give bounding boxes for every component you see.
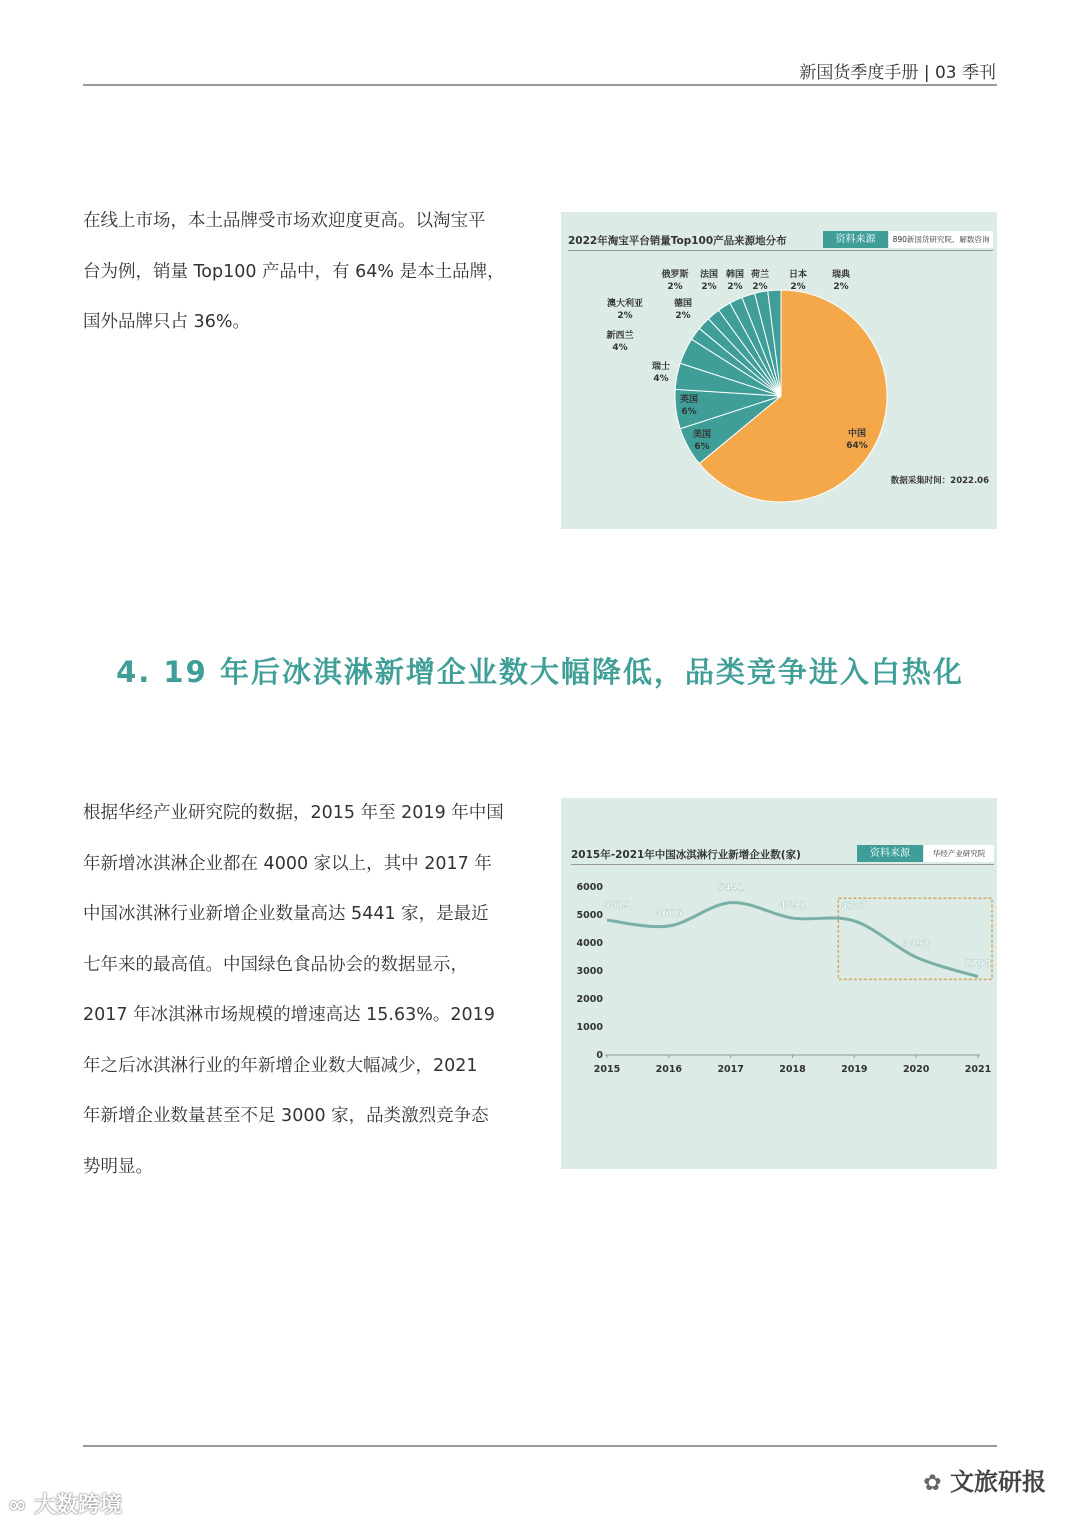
data-label: 3492 — [902, 939, 930, 951]
y-tick-label: 5000 — [576, 910, 603, 921]
pie-value-label: 2% — [727, 282, 743, 292]
paragraph-line: 七年来的最高值。中国绿色食品协会的数据显示， — [83, 954, 468, 975]
section-heading: 4. 19 年后冰淇淋新增企业数大幅降低，品类竞争进入白热化 — [116, 655, 964, 689]
paragraph-ice-cream — [83, 788, 523, 1192]
pie-value-label: 4% — [612, 343, 628, 353]
data-label: 2798 — [964, 958, 992, 970]
pie-label: 荷兰 — [750, 270, 770, 280]
footer-divider — [83, 1445, 997, 1447]
data-label: 4819 — [603, 900, 631, 912]
data-label: 4891 — [779, 900, 806, 912]
pie-label: 澳大利亚 — [606, 299, 644, 309]
paragraph-line: 2017 年冰淇淋市场规模的增速高达 15.63%。2019 — [83, 1005, 495, 1025]
line-source-text: 华经产业研究院 — [924, 845, 994, 862]
line-chart-card — [561, 798, 997, 1169]
line-source-label: 资料来源 — [857, 845, 923, 862]
pie-chart-card — [561, 212, 997, 529]
y-tick-label: 4000 — [576, 938, 603, 949]
line-chart-title: 2015年-2021年中国冰淇淋行业新增企业数(家) — [571, 849, 801, 861]
data-label: 4606 — [655, 908, 683, 920]
paragraph-line: 台为例，销量 Top100 产品中，有 64% 是本土品牌， — [83, 261, 505, 282]
pie-label: 中国 — [847, 429, 867, 439]
pie-source-text: 890新国货研究院、解数咨询 — [889, 231, 993, 248]
pie-label: 德国 — [673, 299, 693, 309]
y-tick-label: 3000 — [576, 966, 603, 977]
pie-label: 俄罗斯 — [661, 270, 689, 280]
paragraph-online-market — [83, 196, 523, 348]
pie-label: 法国 — [699, 270, 719, 280]
watermark-right-text: 文旅研报 — [950, 1468, 1046, 1496]
pie-label: 日本 — [788, 270, 808, 280]
pie-label: 瑞士 — [651, 362, 671, 372]
paragraph-line: 在线上市场，本土品牌受市场欢迎度更高。以淘宝平 — [83, 211, 486, 231]
pie-label: 韩国 — [725, 270, 745, 280]
pie-value-label: 64% — [846, 441, 868, 451]
paragraph-line: 势明显。 — [83, 1156, 153, 1177]
pie-collection-time: 数据采集时间：2022.06 — [890, 476, 989, 486]
watermark-left — [8, 1488, 122, 1519]
y-tick-label: 6000 — [576, 882, 603, 893]
y-tick-label: 0 — [596, 1050, 603, 1061]
pie-value-label: 2% — [675, 311, 691, 321]
line-chart-svg — [561, 798, 997, 1169]
pie-value-label: 6% — [694, 442, 710, 452]
x-tick-label: 2016 — [655, 1064, 683, 1075]
pie-value-label: 2% — [617, 311, 633, 321]
pie-label: 美国 — [692, 430, 712, 440]
y-tick-label: 2000 — [576, 994, 603, 1005]
data-label: 5441 — [717, 882, 744, 894]
pie-label: 英国 — [679, 395, 699, 405]
watermark-right — [923, 1462, 1046, 1497]
paragraph-line: 年新增冰淇淋企业都在 4000 家以上，其中 2017 年 — [83, 853, 492, 874]
pie-value-label: 2% — [790, 282, 806, 292]
pie-value-label: 2% — [667, 282, 683, 292]
pie-chart-title: 2022年淘宝平台销量Top100产品来源地分布 — [568, 235, 787, 247]
watermark-logo-icon: ∞ — [8, 1493, 27, 1518]
header-title: 新国货季度手册 | 03 季刊 — [799, 63, 996, 83]
watermark-left-text: 大数跨境 — [34, 1493, 123, 1518]
pie-value-label: 4% — [653, 374, 669, 384]
pie-value-label: 2% — [833, 282, 849, 292]
y-tick-label: 1000 — [576, 1022, 603, 1033]
x-tick-label: 2015 — [593, 1064, 621, 1075]
pie-label: 新西兰 — [606, 331, 634, 341]
pie-value-label: 2% — [701, 282, 717, 292]
x-tick-label: 2020 — [902, 1064, 930, 1075]
data-label: 4787 — [841, 900, 868, 912]
paragraph-line: 年之后冰淇淋行业的年新增企业数大幅减少，2021 — [83, 1055, 478, 1076]
header-divider — [83, 84, 997, 86]
paragraph-line: 年新增企业数量甚至不足 3000 家，品类激烈竞争态 — [83, 1106, 489, 1126]
x-tick-label: 2017 — [717, 1064, 744, 1075]
paragraph-line: 根据华经产业研究院的数据，2015 年至 2019 年中国 — [83, 803, 504, 823]
pie-value-label: 6% — [681, 407, 697, 417]
paragraph-line: 中国冰淇淋行业新增企业数量高达 5441 家，是最近 — [83, 904, 489, 924]
pie-value-label: 2% — [752, 282, 768, 292]
pie-source-label: 资料来源 — [823, 231, 888, 248]
x-tick-label: 2019 — [841, 1064, 868, 1075]
x-tick-label: 2021 — [964, 1064, 992, 1075]
x-tick-label: 2018 — [779, 1064, 806, 1075]
pie-label: 瑞典 — [831, 270, 851, 280]
wechat-icon: ✿ — [923, 1471, 942, 1496]
paragraph-line: 国外品牌只占 36%。 — [83, 312, 250, 332]
